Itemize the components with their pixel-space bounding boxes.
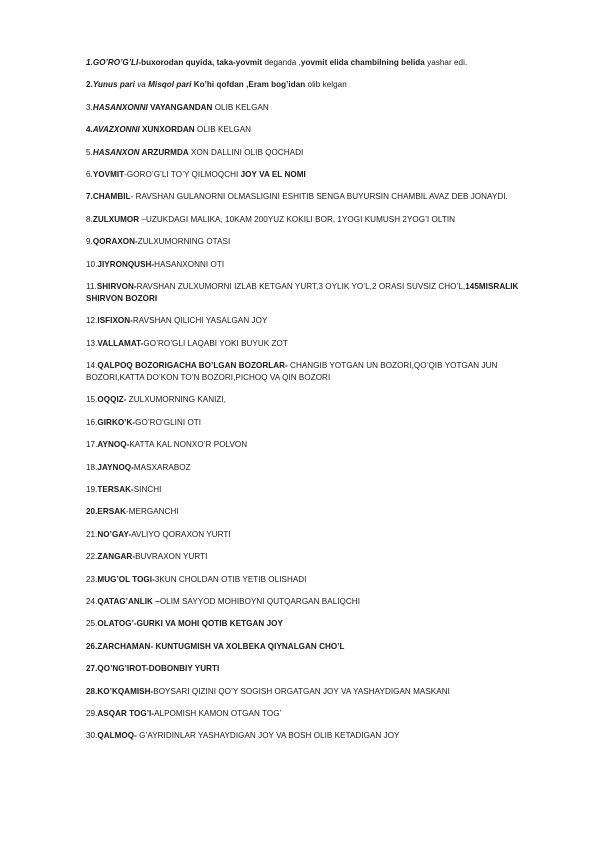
list-item: [86, 281, 536, 305]
list-item-text: ZULXUMOR: [92, 214, 140, 224]
list-item-text: JIYRONQUSH-: [97, 259, 155, 269]
numbered-list: [86, 57, 536, 753]
list-item-text: OLIM SAYYOD MOHIBOYNI QUTQARGAN BALIQCHI: [159, 596, 360, 606]
list-item-text: GO’RO’GLINI OTI: [135, 417, 202, 427]
list-item: [86, 338, 536, 350]
list-item-text: 1.: [86, 58, 93, 67]
list-item-text: -: [138, 58, 142, 67]
list-item-text: QALPOQ BOZORIGACHA BO’LGAN BOZORLAR-: [97, 361, 288, 371]
list-item-text: 3.: [86, 102, 93, 112]
list-item: [86, 57, 536, 69]
list-item-text: 17.: [86, 440, 98, 450]
list-item-text: 4.: [86, 125, 93, 135]
list-item-text: Yunus pari: [92, 80, 135, 90]
list-item-text: ZULXUMORNING OTASI: [137, 237, 231, 247]
list-item-text: 21.: [86, 529, 98, 539]
list-item: [86, 147, 536, 159]
list-item-text: va: [134, 80, 149, 90]
list-item-text: RAVSHAN ZULXUMORNI IZLAB KETGAN YURT,3 OYLIK YO’L,2 ORASI SUVSIZ CHO’L,: [136, 281, 466, 291]
list-item-text: ASQAR TOG’I-: [97, 708, 155, 718]
list-item-text: JAYNOQ-: [97, 462, 134, 472]
list-item: [86, 663, 536, 675]
list-item: [86, 214, 536, 226]
list-item-text: BOYSARI QIZINI QO’Y SOGISH ORGATGAN JOY VA YASHAYDIGAN MASKANI: [153, 686, 450, 696]
list-item-text: TERSAK-: [97, 485, 134, 495]
list-item-text: ZANGAR-: [97, 552, 136, 562]
list-item-text: VAYANGANDAN: [147, 102, 213, 112]
list-item-text: NO’GAY-: [97, 529, 132, 539]
list-item: [86, 417, 536, 429]
list-item-text: OLATOG’-GURKI VA MOHI QOTIB KETGAN JOY: [97, 619, 283, 629]
list-item: [86, 484, 536, 496]
list-item-text: HASANXON: [92, 147, 140, 157]
list-item-text: QALMOQ-: [97, 731, 137, 741]
list-item: [86, 641, 536, 653]
list-item-text: GIRKO’K-: [97, 417, 136, 427]
list-item-text: 16.: [86, 417, 98, 427]
list-item-text: 2.: [86, 80, 93, 90]
list-item-text: 18.: [86, 462, 98, 472]
list-item-text: - RAVSHAN GULANORNI OLMASLIGINI ESHITIB SENGA BUYURSIN CHAMBIL AVAZ DEB JONAYDI.: [130, 192, 508, 202]
list-item-text: olib kelgan: [305, 80, 347, 90]
list-item-text: 22.: [86, 552, 98, 562]
list-item-text: –UZUKDAGI MALIKA, 10KAM 200YUZ KOKILI BOR, 1YOGI KUMUSH 2YOG’I OLTIN: [139, 214, 456, 224]
list-item-text: YOVMIT: [92, 169, 125, 179]
list-item: [86, 236, 536, 248]
list-item-text: 3KUN CHOLDAN OTIB YETIB OLISHADI: [154, 574, 307, 584]
list-item-text: BUVRAXON YURTI: [135, 552, 208, 562]
list-item-text: QORAXON-: [92, 237, 138, 247]
list-item-text: AVAZXONNI: [92, 125, 140, 135]
list-item-text: SINCHI: [133, 485, 162, 495]
list-item: [86, 360, 536, 384]
list-item-text: buxorodan quyida, taka-yovmit: [141, 58, 263, 67]
list-item: [86, 708, 536, 720]
list-item: [86, 191, 536, 203]
list-item: [86, 439, 536, 451]
list-item-text: 30.: [86, 731, 98, 741]
list-item-text: HASANXONNI: [92, 102, 148, 112]
list-item: [86, 394, 536, 406]
list-item-text: SHIRVON-: [96, 281, 137, 291]
list-item-text: Ko’hi qofdan ,Eram bog’idan: [191, 80, 306, 90]
list-item-text: 9.: [86, 237, 93, 247]
list-item-text: -GORO’G’LI TO’Y QILMOQCHI: [124, 169, 241, 179]
list-item: [86, 618, 536, 630]
list-item-text: JOY VA EL NOMI: [240, 169, 306, 179]
list-item-text: OLIB KELGAN: [212, 102, 269, 112]
list-item: [86, 315, 536, 327]
list-item: [86, 462, 536, 474]
list-item-text: AVLIYO QORAXON YURTI: [131, 529, 231, 539]
list-item-text: 19.: [86, 485, 98, 495]
list-item-text: 28.KO’KQAMISH-: [86, 686, 154, 696]
list-item: [86, 686, 536, 698]
list-item-text: 145MISRALIK SHIRVON BOZORI: [86, 281, 519, 303]
list-item-text: ERSAK: [97, 507, 126, 517]
list-item: [86, 102, 536, 114]
list-item-text: HASANXONNI OTI: [154, 259, 225, 269]
list-item-text: OLIB KELGAN: [194, 125, 252, 135]
list-item: [86, 596, 536, 608]
list-item-text: -MERGANCHI: [126, 507, 179, 517]
list-item-text: KATTA KAL NONXO’R POLVON: [129, 440, 248, 450]
list-item: [86, 169, 536, 181]
list-item-text: 25.: [86, 619, 98, 629]
list-item-text: G’AYRIDINLAR YASHAYDIGAN JOY VA BOSH OLIB KETADIGAN JOY: [136, 731, 400, 741]
list-item-text: 15.: [86, 395, 98, 405]
list-item: [86, 551, 536, 563]
list-item-text: GO’RO’G’LI: [92, 58, 139, 67]
list-item-text: Misqol pari: [148, 80, 192, 90]
list-item-text: XON DALLINI OLIB QOCHADI: [188, 147, 304, 157]
list-item-text: ALPOMISH KAMON OTGAN TOG’: [154, 708, 282, 718]
list-item-text: ARZURMDA: [139, 147, 189, 157]
list-item-text: 8.: [86, 214, 93, 224]
list-item-text: MASXARABOZ: [133, 462, 191, 472]
list-item: [86, 79, 536, 91]
list-item-text: MUG’OL TOGI-: [97, 574, 155, 584]
list-item-text: 7.: [86, 192, 93, 202]
list-item-text: 14.: [86, 361, 98, 371]
list-item-text: 27.QO’NG’IROT-DOBONBIY YURTI: [86, 664, 220, 674]
list-item: [86, 730, 536, 742]
list-item: [86, 124, 536, 136]
list-item-text: 24.: [86, 596, 98, 606]
list-item-text: CHANGIB YOTGAN UN BOZORI,QO’QIB YOTGAN JUN BOZORI,KATTA DO’KON TO’N BOZORI,PICHOQ VA QIN BOZORI: [86, 361, 498, 383]
list-item-text: 12.: [86, 316, 98, 326]
list-item-text: yashar edi.: [424, 58, 468, 67]
list-item: [86, 574, 536, 586]
list-item: [86, 259, 536, 271]
list-item-text: yovmit elida chambilning belida: [300, 58, 425, 67]
list-item: [86, 506, 536, 518]
list-item-text: ZULXUMORNING KANIZI,: [126, 395, 227, 405]
list-item-text: GO’RO’GLI LAQABI YOKI BUYUK ZOT: [143, 338, 288, 348]
list-item-text: OQQIZ-: [97, 395, 127, 405]
list-item-text: 13.: [86, 338, 98, 348]
list-item-text: CHAMBIL: [92, 192, 131, 202]
list-item: [86, 529, 536, 541]
list-item-text: VALLAMAT-: [97, 338, 144, 348]
list-item-text: 26.ZARCHAMAN- KUNTUGMISH VA XOLBEKA QIYNALGAN CHO’L: [86, 641, 345, 651]
list-item-text: XUNXORDAN: [139, 125, 195, 135]
list-item-text: 10.: [86, 259, 98, 269]
list-item-text: 5.: [86, 147, 93, 157]
list-item-text: AYNOQ-: [97, 440, 130, 450]
list-item-text: 11.: [86, 281, 97, 291]
list-item-text: RAVSHAN QILICHI YASALGAN JOY: [132, 316, 268, 326]
list-item-text: 23.: [86, 574, 98, 584]
list-item-text: ISFIXON-: [97, 316, 133, 326]
list-item-text: deganda ,: [262, 58, 301, 67]
list-item-text: 20.: [86, 507, 98, 517]
list-item-text: QATAG’ANLIK –: [97, 596, 160, 606]
list-item-text: 6.: [86, 169, 93, 179]
list-item-text: 29.: [86, 708, 98, 718]
